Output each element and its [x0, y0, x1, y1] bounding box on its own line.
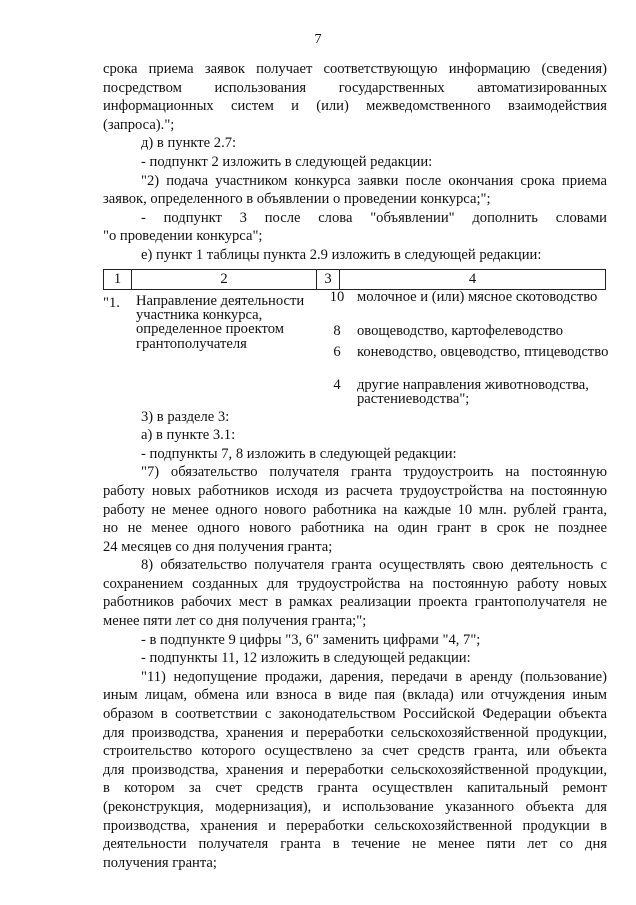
text-line: получения гранта; [103, 854, 217, 871]
table-header-cell: 3 [317, 270, 340, 289]
text-line: деятельности получателя гранта в течение не менее пяти лет со дня [103, 836, 607, 853]
section-3a-heading: а) в пункте 3.1: [141, 427, 236, 444]
table-row [321, 290, 611, 304]
table-body [103, 290, 608, 408]
subitem-d-addition [103, 209, 607, 246]
table-row [321, 324, 611, 338]
quote-subpoint-11 [103, 668, 607, 873]
section-3a-instruction-2: - подпункты 11, 12 изложить в следующей редакции: [141, 650, 471, 667]
text-line: 24 месяцев со дня получения гранта; [103, 538, 333, 555]
subitem-d-heading: д) в пункте 2.7: [141, 135, 237, 152]
score-value: 8 [333, 322, 341, 339]
score-value: 6 [333, 343, 341, 360]
table-header-cell: 1 [104, 270, 132, 289]
text-line: "2) подача участником конкурса заявки после окончания срока приема [141, 172, 607, 189]
quote-subpoint-7 [103, 463, 607, 556]
text-line: работу новых работников исходя из расчета трудоустройства на постоянную [103, 482, 607, 499]
text-line: но не менее одного нового работника на один грант в срок не позднее [103, 520, 607, 537]
table-row [321, 378, 611, 407]
subitem-e-heading: е) пункт 1 таблицы пункта 2.9 изложить в следующей редакции: [141, 246, 542, 263]
text-line: производства, хранения и переработки сельскохозяйственной продукции в [103, 817, 607, 834]
table-header-cell: 2 [132, 270, 317, 289]
section-3a-replacement: - в подпункте 9 цифры "3, 6" заменить цифрами "4, 7"; [141, 631, 481, 648]
text-line: заявок, определенного в объявлении о проведении конкурса;"; [103, 191, 491, 208]
score-value: 10 [329, 288, 345, 305]
text-line: срока приема заявок получает соответствующую информацию (сведения) [103, 61, 607, 77]
subitem-d-instruction: - подпункт 2 изложить в следующей редакции: [141, 153, 433, 170]
score-value: 4 [333, 376, 341, 393]
text-line: строительство которого осуществлено за счет средств гранта, или объекта [103, 743, 607, 760]
row-text: овощеводство, картофелеводство [357, 322, 564, 339]
text-line: иным лицам, обмена или взноса в виде пая (вклада) или отчуждения иным [103, 687, 607, 704]
quote-subpoint-2 [103, 172, 607, 209]
text-line: (запроса)."; [103, 116, 175, 133]
text-line: информационных систем и (или) межведомственного взаимодействия [103, 98, 607, 115]
top-paragraph [103, 60, 607, 134]
row-text: молочное и (или) мясное скотоводство [357, 288, 598, 305]
text-line: для производства, хранения и переработки сельскохозяйственной продукции, [103, 761, 607, 778]
row-text: другие направления животноводства, растениеводства"; [357, 376, 589, 407]
text-line: в котором за счет средств гранта осуществлен капитальный ремонт [103, 780, 607, 797]
text-line: "11) недопущение продажи, дарения, передачи в аренду (пользование) [141, 668, 607, 685]
table-row [321, 345, 611, 359]
text-line: для производства, хранения и переработки сельскохозяйственной продукции, [103, 724, 607, 741]
page-number: 7 [314, 32, 322, 47]
text-line: работников рабочих мест в рамках реализации проекта грантополучателя не [103, 594, 607, 611]
text-line: посредством использования государственных автоматизированных [103, 79, 607, 96]
table-header [103, 269, 606, 290]
row-text: коневодство, овцеводство, птицеводство [357, 343, 609, 360]
quote-subpoint-8 [103, 556, 607, 630]
text-line: менее пяти лет со дня получения гранта;"; [103, 613, 367, 630]
text-line: сохранением созданных для трудоустройства на постоянную работу новых [103, 575, 607, 592]
text-line: "7) обязательство получателя гранта трудоустроить на постоянную [141, 464, 607, 481]
table-direction: Направление деятельности участника конкурса, определенное проектом грантополучателя [136, 292, 305, 352]
text-line: 8) обязательство получателя гранта осуществлять свою деятельность с [141, 557, 607, 574]
text-line: - подпункт 3 после слова "объявлении" дополнить словами [141, 209, 607, 226]
text-line: (реконструкция, модернизация), и использование указанного объекта для [103, 799, 607, 815]
section-3a-instruction: - подпункты 7, 8 изложить в следующей редакции: [141, 445, 457, 462]
text-line: образом в соответствии с законодательством Российской Федерации объекта [103, 706, 607, 723]
section-3-heading: 3) в разделе 3: [141, 408, 230, 425]
table-header-cell: 4 [468, 270, 477, 287]
table-row-number: "1. [103, 294, 120, 311]
document-body [103, 60, 607, 872]
text-line: "о проведении конкурса"; [103, 228, 263, 245]
text-line: работу не менее одного нового работника на каждые 10 млн. рублей гранта, [103, 501, 607, 518]
